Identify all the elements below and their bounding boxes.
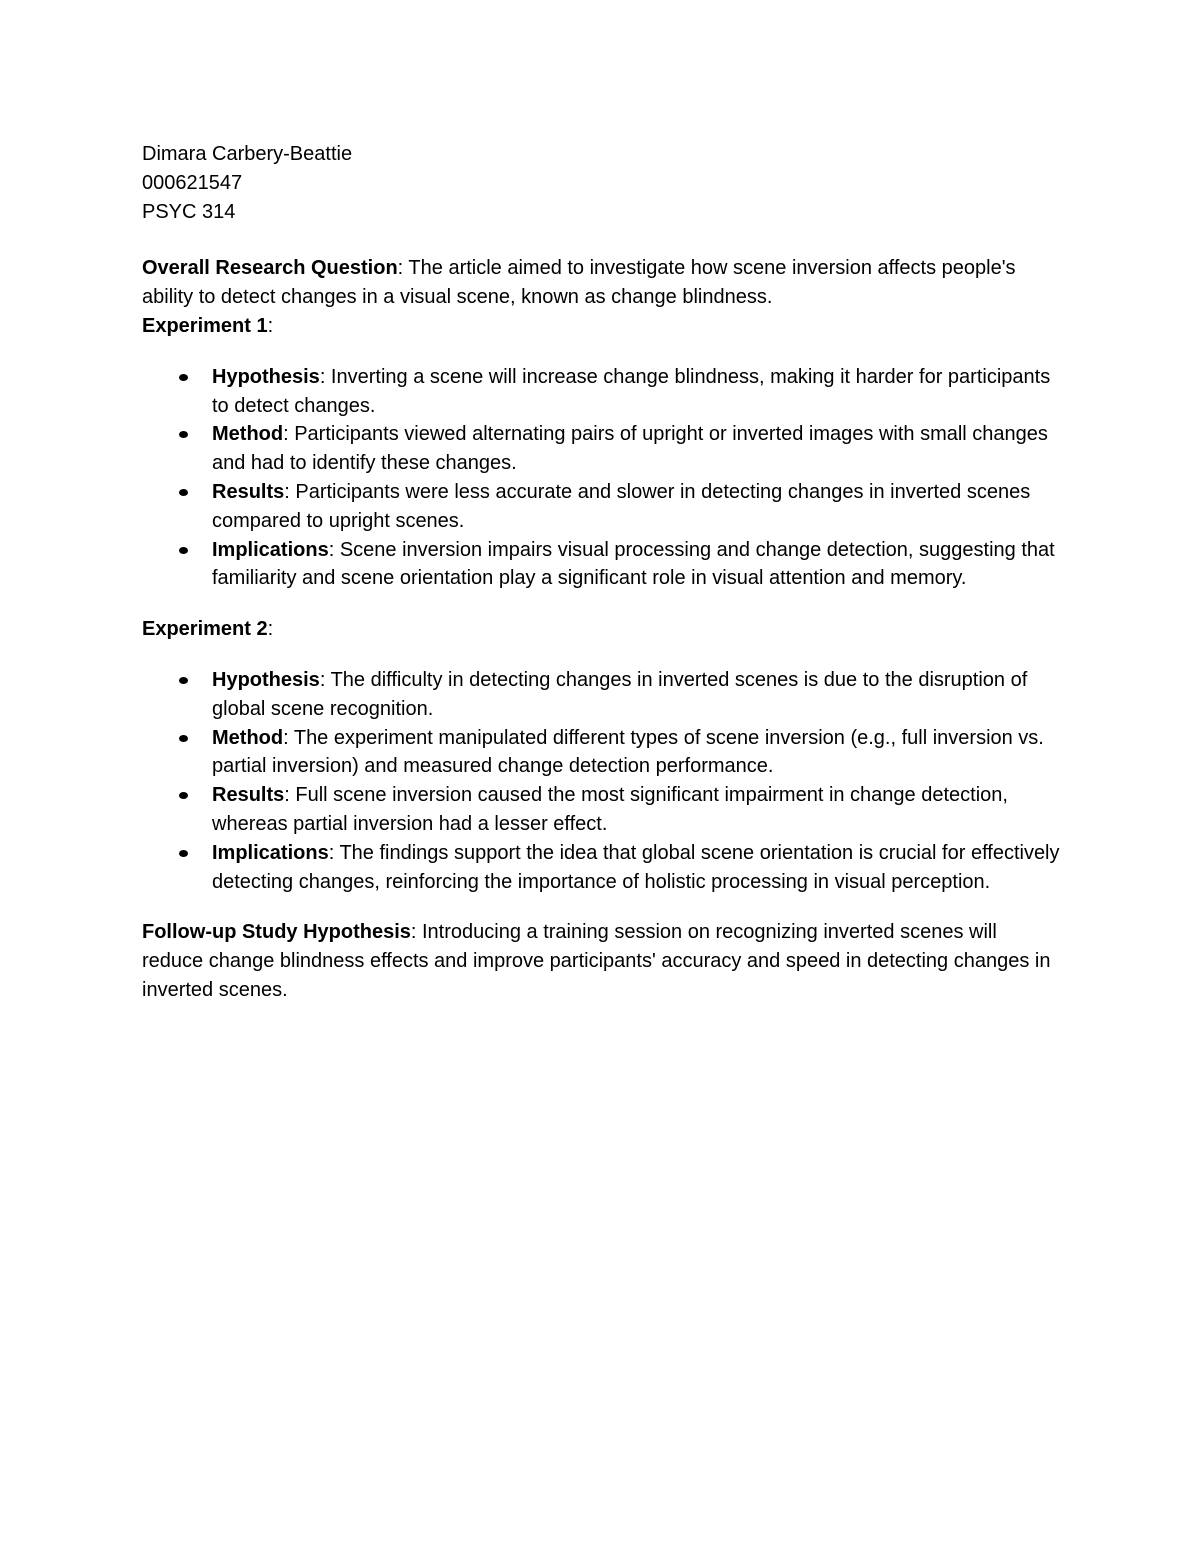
experiment-1-heading: [142, 312, 1062, 341]
item-text: : Inverting a scene will increase change blindness, making it harder for participants to detect changes.: [212, 365, 1051, 417]
item-text: : Participants viewed alternating pairs of upright or inverted images with small changes and had to identify these changes.: [212, 423, 1048, 475]
item-label: Method: [212, 726, 284, 749]
follow-up-label: Follow-up Study Hypothesis: [142, 921, 411, 944]
author-name: Dimara Carbery-Beattie: [142, 143, 353, 165]
item-label: Hypothesis: [212, 668, 320, 691]
item-label: Method: [212, 423, 284, 446]
list-item: [142, 536, 1062, 594]
experiment-1-colon: :: [267, 314, 274, 337]
item-text: : The difficulty in detecting changes in inverted scenes is due to the disruption of global scene recognition.: [212, 668, 1028, 720]
experiment-2-list: [142, 666, 1062, 896]
list-item: [142, 839, 1062, 897]
experiment-2-heading: [142, 615, 1062, 644]
experiment-2-colon: :: [267, 618, 274, 641]
overall-label: Overall Research Question: [142, 257, 398, 280]
item-label: Results: [212, 480, 285, 503]
document-page: [142, 140, 1062, 1005]
item-label: Hypothesis: [212, 365, 320, 388]
bullet-icon: [179, 850, 188, 857]
list-item: [142, 363, 1062, 421]
overall-text: : The article aimed to investigate how scene inversion affects people's ability to detect changes in a visual scene, known as change blindness.: [142, 257, 1016, 309]
experiment-2-label: Experiment 2: [142, 618, 268, 641]
experiment-1-label: Experiment 1: [142, 314, 268, 337]
overall-research-question: [142, 254, 1062, 312]
item-text: : Participants were less accurate and slower in detecting changes in inverted scenes compared to upright scenes.: [212, 480, 1031, 532]
list-item: [142, 781, 1062, 839]
bullet-icon: [179, 735, 188, 742]
list-item: [142, 478, 1062, 536]
bullet-icon: [179, 489, 188, 496]
student-id: 000621547: [142, 171, 243, 194]
list-item: [142, 666, 1062, 724]
item-label: Implications: [212, 841, 329, 864]
item-text: : The experiment manipulated different types of scene inversion (e.g., full inversion vs. partial inversion) and measured change detection performance.: [212, 726, 1044, 778]
list-item: [142, 420, 1062, 478]
bullet-icon: [179, 677, 188, 684]
experiment-1-list: [142, 363, 1062, 593]
item-text: : Full scene inversion caused the most significant impairment in change detection, whereas partial inversion had a lesser effect.: [212, 784, 1008, 835]
list-item: [142, 724, 1062, 782]
follow-up-hypothesis: [142, 918, 1062, 1004]
item-text: : Scene inversion impairs visual processing and change detection, suggesting that familiarity and scene orientation play a significant role in visual attention and memory.: [212, 538, 1055, 590]
item-text: : The findings support the idea that global scene orientation is crucial for effectively detecting changes, reinforcing the importance of holistic processing in visual perception.: [212, 841, 1060, 893]
item-label: Implications: [212, 538, 329, 561]
bullet-icon: [179, 792, 188, 799]
bullet-icon: [179, 374, 188, 381]
follow-up-text: : Introducing a training session on recognizing inverted scenes will reduce change blindness effects and improve participants' accuracy and speed in detecting changes in inverted scenes.: [142, 921, 1051, 1001]
course-code: PSYC 314: [142, 200, 236, 223]
bullet-icon: [179, 431, 188, 438]
bullet-icon: [179, 547, 188, 554]
item-label: Results: [212, 784, 285, 807]
